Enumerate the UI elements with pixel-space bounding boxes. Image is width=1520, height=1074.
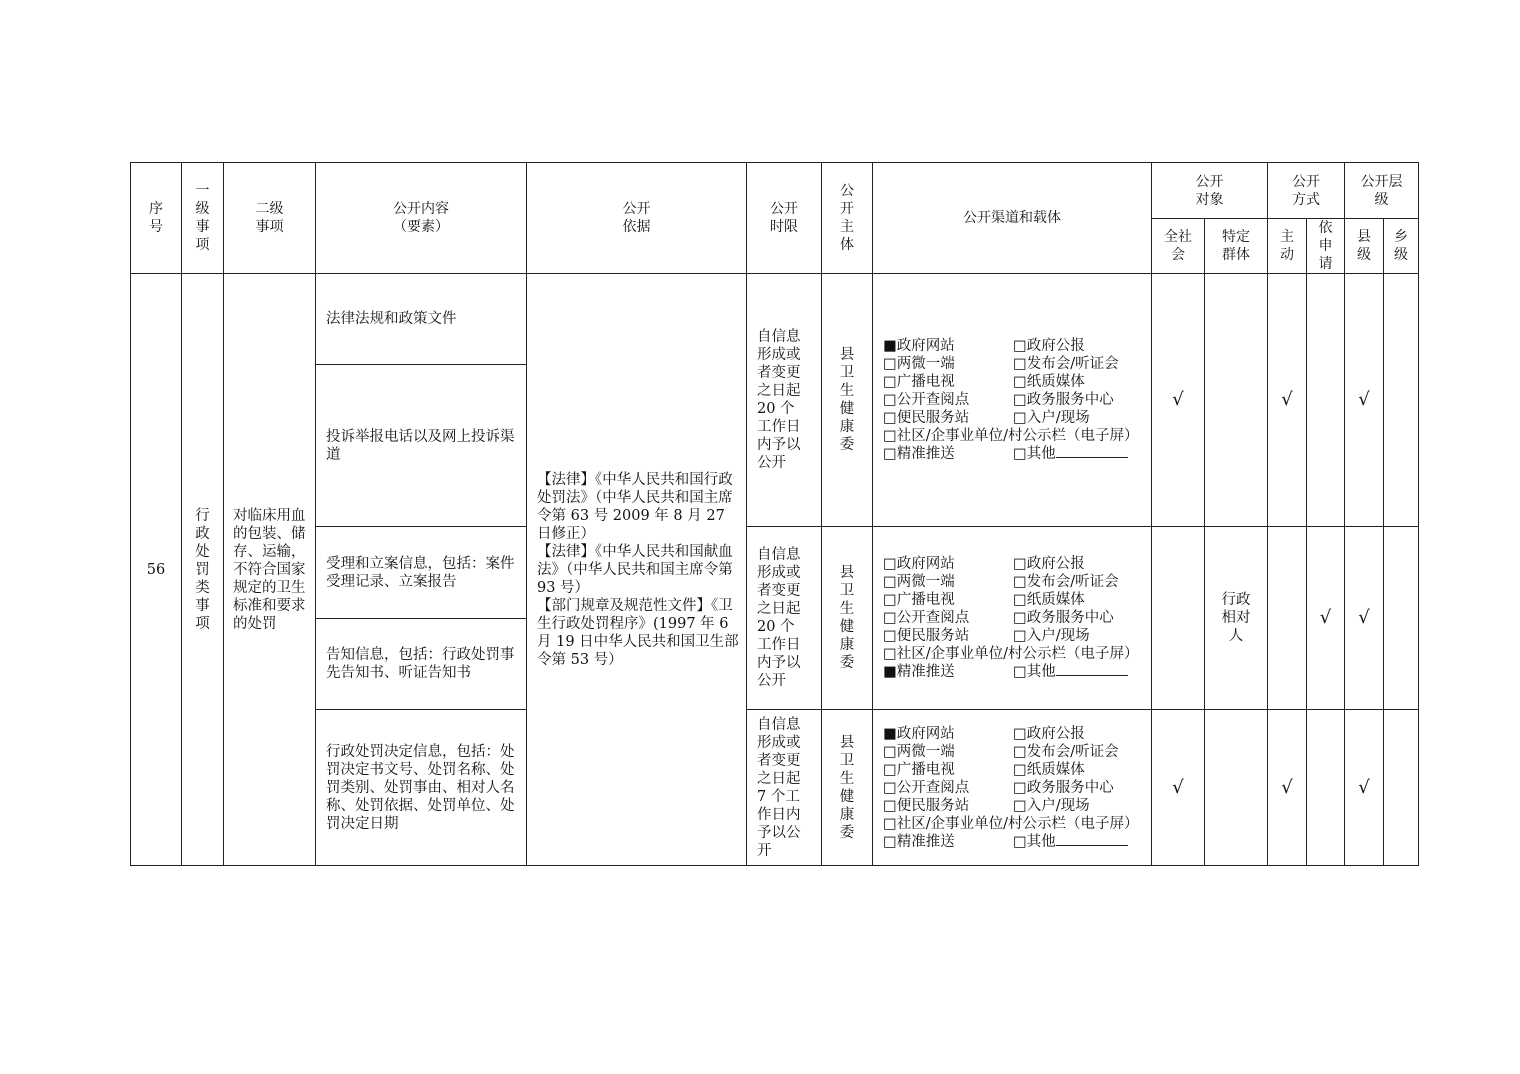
header-channel: 公开渠道和载体 (873, 163, 1152, 274)
cell-level-town (1384, 710, 1419, 866)
content-item: 受理和立案信息，包括：案件受理记录、立案报告 (316, 527, 527, 619)
cell-target-all: √ (1152, 710, 1205, 866)
header-level-county: 县级 (1345, 219, 1384, 274)
channel-item: □政务服务中心 (1013, 392, 1114, 408)
channel-item: □政府网站 (883, 556, 955, 572)
content-item: 法律法规和政策文件 (316, 274, 527, 365)
cell-channels (873, 527, 1152, 710)
channel-item: □两微一端 (883, 574, 955, 590)
channel-item: □入户/现场 (1013, 410, 1090, 426)
channel-item: □入户/现场 (1013, 797, 1090, 814)
channel-item: □政府公报 (1013, 725, 1085, 742)
header-method-active: 主动 (1268, 219, 1307, 274)
header-basis: 公开依据 (527, 163, 747, 274)
channel-item: □发布会/听证会 (1013, 356, 1119, 372)
channel-item: □精准推送 (883, 833, 955, 850)
content-item: 行政处罚决定信息，包括：处罚决定书文号、处罚名称、处罚类别、处罚事由、相对人名称、处罚依据、处罚单位、处罚决定日期 (316, 710, 527, 866)
channel-item: □社区/企事业单位/村公示栏（电子屏） (883, 815, 1139, 832)
channel-item: □政务服务中心 (1013, 610, 1114, 626)
channel-item: □社区/企事业单位/村公示栏（电子屏） (883, 646, 1139, 662)
channel-item: □两微一端 (883, 743, 955, 760)
cell-level-county: √ (1345, 527, 1384, 710)
header-target: 公开对象 (1152, 163, 1268, 219)
cell-target-specific (1205, 274, 1268, 527)
header-target-all: 全社会 (1152, 219, 1205, 274)
channel-item: ■政府网站 (883, 338, 955, 354)
cell-subject: 县卫生健康委 (822, 710, 873, 866)
cell-method-active: √ (1268, 710, 1307, 866)
cell-level1: 行政处罚类事项 (182, 274, 224, 866)
channel-item: □两微一端 (883, 356, 955, 372)
header-level-town: 乡级 (1384, 219, 1419, 274)
cell-deadline: 自信息形成或者变更之日起 20 个工作日内予以公开 (747, 274, 822, 527)
cell-level-county: √ (1345, 710, 1384, 866)
content-item: 告知信息，包括：行政处罚事先告知书、听证告知书 (316, 619, 527, 710)
cell-target-specific: 行政相对人 (1205, 527, 1268, 710)
cell-method-request (1307, 710, 1345, 866)
header-level: 公开层级 (1345, 163, 1419, 219)
cell-level-county: √ (1345, 274, 1384, 527)
channel-item: □发布会/听证会 (1013, 574, 1119, 590)
channel-item: □纸质媒体 (1013, 592, 1085, 608)
cell-level2: 对临床用血的包装、储存、运输，不符合国家规定的卫生标准和要求的处罚 (224, 274, 316, 866)
cell-level-town (1384, 527, 1419, 710)
channel-item: □社区/企事业单位/村公示栏（电子屏） (883, 428, 1139, 444)
channel-item: □政务服务中心 (1013, 779, 1114, 796)
channel-item: ■精准推送 (883, 664, 955, 680)
cell-target-all (1152, 527, 1205, 710)
cell-basis: 【法律】《中华人民共和国行政处罚法》（中华人民共和国主席令第 63 号 2009 年 8 月 27 日修正） 【法律】《中华人民共和国献血法》（中华人民共和国主席令第 93 号） 【部门规章及规范性文件】《卫生行政处罚程序》(1997 年 6 月 19 日中华人民共和国卫生部令第 53 号） (527, 274, 747, 866)
channel-item: □公开查阅点 (883, 392, 970, 408)
channel-item: □便民服务站 (883, 628, 970, 644)
cell-subject: 县卫生健康委 (822, 274, 873, 527)
content-item: 投诉举报电话以及网上投诉渠道 (316, 365, 527, 527)
header-content: 公开内容（要素） (316, 163, 527, 274)
channel-item: □广播电视 (883, 761, 955, 778)
channel-item-other: □其他 (1013, 663, 1141, 681)
channel-item: □精准推送 (883, 446, 955, 462)
cell-target-specific (1205, 710, 1268, 866)
channel-item: □纸质媒体 (1013, 374, 1085, 390)
channel-item: □发布会/听证会 (1013, 743, 1119, 760)
channel-item: □公开查阅点 (883, 779, 970, 796)
channel-item: □公开查阅点 (883, 610, 970, 626)
header-target-specific: 特定群体 (1205, 219, 1268, 274)
channel-item: □政府公报 (1013, 338, 1085, 354)
header-seq: 序号 (131, 163, 182, 274)
cell-channels (873, 274, 1152, 527)
cell-channels (873, 710, 1152, 866)
channel-item-other: □其他 (1013, 445, 1141, 463)
header-method: 公开方式 (1268, 163, 1345, 219)
channel-item: □广播电视 (883, 374, 955, 390)
header-level1: 一级事项 (182, 163, 224, 274)
channel-item-other: □其他 (1013, 833, 1141, 851)
cell-target-all: √ (1152, 274, 1205, 527)
header-level2: 二级事项 (224, 163, 316, 274)
channel-item: □便民服务站 (883, 410, 970, 426)
channel-item: □纸质媒体 (1013, 761, 1085, 778)
cell-method-active: √ (1268, 274, 1307, 527)
cell-seq: 56 (131, 274, 182, 866)
cell-deadline: 自信息形成或者变更之日起 7 个工作日内予以公开 (747, 710, 822, 866)
header-method-request: 依申请 (1307, 219, 1345, 274)
cell-deadline: 自信息形成或者变更之日起 20 个工作日内予以公开 (747, 527, 822, 710)
cell-level-town (1384, 274, 1419, 527)
cell-method-active (1268, 527, 1307, 710)
header-subject: 公开主体 (822, 163, 873, 274)
channel-item: ■政府网站 (883, 725, 955, 742)
cell-subject: 县卫生健康委 (822, 527, 873, 710)
channel-item: □政府公报 (1013, 556, 1085, 572)
channel-item: □广播电视 (883, 592, 955, 608)
header-deadline: 公开时限 (747, 163, 822, 274)
channel-item: □便民服务站 (883, 797, 970, 814)
cell-method-request: √ (1307, 527, 1345, 710)
cell-method-request (1307, 274, 1345, 527)
disclosure-table (130, 162, 1419, 866)
channel-item: □入户/现场 (1013, 628, 1090, 644)
